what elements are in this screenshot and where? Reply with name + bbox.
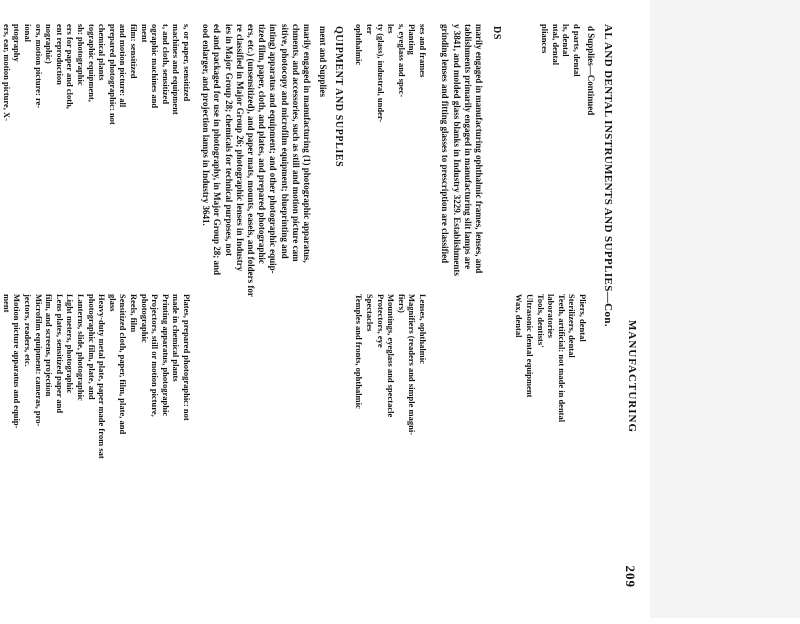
- list-item: ment: [139, 24, 150, 43]
- list-item: les: [386, 24, 397, 34]
- list-item: ers, ear, motion picture, X-: [1, 24, 12, 122]
- list-item: Heavy-duty metal plate, paper made from sat: [97, 294, 108, 459]
- list-item: Lanterns, slide, photographic: [76, 294, 87, 401]
- list-item: ers for paper and cloth,: [65, 24, 76, 109]
- page-number: 209: [623, 565, 638, 588]
- ophthalmic-paragraph: marily engaged in manufacturing ophthalmic frames, lenses, and tablishments primarily engaged in manufacturing slit lamps are y 3841, and molded glass blanks in Industry 3229. Establishments grinding lenses and fitting glasses to prescription are classified: [440, 24, 484, 276]
- list-item: laboratories: [546, 294, 557, 338]
- list-item: s, eyeglass and spec-: [396, 24, 407, 98]
- list-item: t, and cloth, sensitized: [160, 24, 171, 105]
- list-item: Planting: [407, 24, 418, 55]
- list-item: and motion picture: all: [118, 24, 129, 108]
- list-item: ses and frames: [418, 24, 428, 78]
- list-item: film: sensitized: [129, 24, 140, 79]
- ophthalmic-heading: DS: [491, 26, 502, 40]
- list-item: Sensitized cloth, paper, film, plate, and: [118, 294, 129, 435]
- list-item: Reels, film: [129, 294, 140, 333]
- list-item: d parts, dental: [572, 24, 582, 77]
- list-item: jectors, readers, etc.: [23, 294, 34, 367]
- list-item: photographic: [139, 294, 150, 343]
- list-item: film, and screens, projection: [44, 294, 55, 397]
- list-item: ntal, dental: [550, 24, 561, 66]
- list-item: Motion picture apparatus and equip-: [12, 294, 23, 429]
- list-item: sh: photographic: [76, 24, 87, 86]
- photographic-subhead: ment and Supplies: [318, 26, 328, 98]
- list-item: Mountings, eyeglass and spectacle: [386, 294, 397, 418]
- dental-right-list: [514, 294, 588, 422]
- list-item: photographic film, plate, and: [86, 294, 97, 400]
- list-item: Tools, dentists': [535, 294, 546, 348]
- list-item: Microfilm equipment: cameras, pro-: [33, 294, 44, 427]
- list-item: fiers): [396, 294, 407, 313]
- photographic-left-list: [0, 24, 192, 125]
- list-item: ptography: [12, 24, 23, 62]
- list-item: nographic): [44, 24, 55, 64]
- list-item: chemical plants: [97, 24, 108, 81]
- photographic-heading: QUIPMENT AND SUPPLIES: [333, 26, 344, 168]
- list-item: Protectors, eye: [375, 294, 386, 348]
- page-header: [624, 32, 638, 616]
- ophthalmic-right-list: [354, 294, 428, 435]
- list-item: glass: [107, 294, 118, 312]
- page-content: [0, 24, 650, 616]
- list-item: Lens plates, sensitized paper and: [54, 294, 65, 414]
- list-item: ophthalmic: [354, 24, 365, 66]
- section-title: AL AND DENTAL INSTRUMENTS AND SUPPLIES—Con.: [602, 24, 614, 328]
- list-item: [0, 294, 1, 459]
- list-item: prepared photographic: not: [107, 24, 118, 125]
- list-item: ty (glass), industral, under-: [375, 24, 386, 123]
- list-item: Printing apparatus, photographic: [160, 294, 171, 417]
- list-item: ls, dental: [561, 24, 572, 57]
- list-item: Light meters, photographic: [65, 294, 76, 394]
- list-item: Plates, prepared photographic: not: [182, 294, 192, 421]
- ophthalmic-left-list: [354, 24, 428, 122]
- list-item: made in chemical plants: [171, 294, 182, 382]
- list-item: ors, motion picture: re-: [33, 24, 44, 109]
- list-item: ographic machines and: [150, 24, 161, 109]
- list-item: ional: [23, 24, 34, 42]
- photographic-right-list: [0, 294, 192, 459]
- scan-margin: [650, 0, 800, 618]
- list-item: ment: [1, 294, 12, 313]
- list-item: Wax, dental: [514, 294, 525, 338]
- list-item: machines and equipment: [171, 24, 182, 115]
- list-item: Magnifiers (readers and simple magni-: [407, 294, 418, 436]
- list-item: Temples and fronts, ophthalmic: [354, 294, 365, 409]
- list-item: pliances: [540, 24, 551, 54]
- list-item: Lenses, ophthalmic: [418, 294, 428, 364]
- list-item: Teeth, artificial: not made in dental: [556, 294, 567, 423]
- running-head: MANUFACTURING: [626, 320, 638, 434]
- list-item: Spectacles: [365, 294, 376, 332]
- list-item: ent reproduction: [54, 24, 65, 85]
- list-item: Sterilizers, dental: [567, 294, 578, 358]
- list-item: ter: [365, 24, 376, 35]
- list-item: Ultrasonic dental equipment: [525, 294, 536, 398]
- list-item: s, or paper, sensitized: [182, 24, 192, 102]
- dental-subhead: d Supplies—Continued: [586, 26, 596, 116]
- photographic-paragraph: marily engaged in manufacturing (1) photographic apparatus, chments, and accessories, such as still and motion picture cam sitive, photocopy and microfilm equipment; blueprinting and inting) apparatus and equipment; and other photographic equip- tized film, paper, cloth, and plates, and prepared photographic ers, etc.) (unsensitized), and paper mats, mounts, easels, and folders for re classified in Major Group 26; photographic lenses in Industry ies in Major Group 28; chemicals for technical purposes, not ed and packaged for use in photography, in Major Group 28; and ood enlarger, and projection lamps in Industry 3641.: [201, 24, 312, 297]
- dental-left-list: [540, 24, 582, 77]
- list-item: Pliers, dental: [578, 294, 588, 342]
- list-item: Projectors, still or motion picture,: [150, 294, 161, 417]
- list-item: tographic equipment,: [86, 24, 97, 102]
